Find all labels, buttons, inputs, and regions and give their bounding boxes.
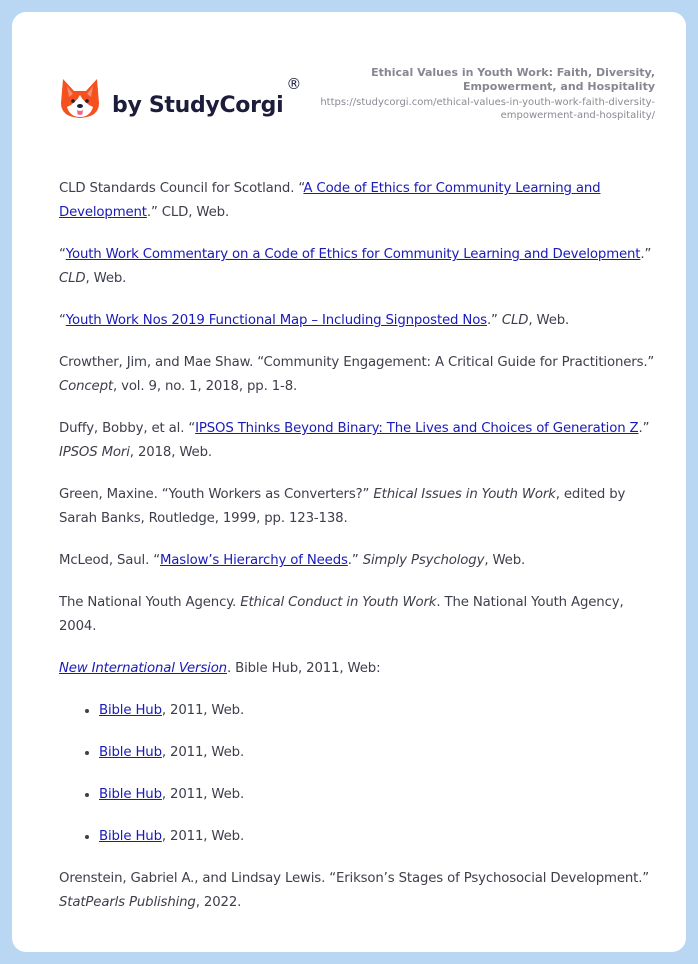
ref-text: , Web.: [85, 271, 127, 286]
ref-text: Green, Maxine. “Youth Workers as Converters?”: [59, 487, 374, 502]
ref-text: , 2011, Web.: [161, 703, 245, 718]
bible-hub-link[interactable]: Bible Hub: [99, 745, 162, 760]
reference-item: [59, 177, 659, 225]
document-meta: [315, 66, 655, 122]
ref-text: CLD Standards Council for Scotland. “: [59, 181, 304, 196]
ref-text: , 2011, Web.: [161, 787, 245, 802]
ref-text: , 2018, Web.: [129, 445, 212, 460]
document-url[interactable]: https://studycorgi.com/ethical-values-in-youth-work-faith-diversity-empowerment-and-hospitality/: [320, 97, 655, 121]
reference-item: [59, 549, 659, 573]
ref-text: . The National Youth Agency, 2004.: [59, 595, 624, 634]
reference-item: [59, 243, 659, 291]
registered-mark: ®: [286, 75, 302, 93]
ref-link[interactable]: Youth Work Nos 2019 Functional Map – Including Signposted Nos: [65, 313, 487, 328]
ref-text: .”: [486, 313, 502, 328]
document-title: Ethical Values in Youth Work: Faith, Diversity, Empowerment, and Hospitality: [371, 66, 655, 93]
reference-item: [59, 591, 659, 639]
ref-link[interactable]: [59, 661, 227, 676]
ref-text: , Web.: [484, 553, 526, 568]
bible-hub-link[interactable]: Bible Hub: [99, 787, 162, 802]
reference-item: [59, 483, 659, 531]
reference-list: [59, 177, 659, 933]
ref-link[interactable]: Youth Work Commentary on a Code of Ethics for Community Learning and Development: [65, 247, 641, 262]
ref-source: Ethical Issues in Youth Work: [373, 487, 556, 502]
ref-text: The National Youth Agency.: [59, 595, 241, 610]
ref-source: IPSOS Mori: [59, 445, 130, 460]
ref-text: , 2011, Web.: [161, 745, 245, 760]
ref-text: , Web.: [528, 313, 570, 328]
ref-link[interactable]: IPSOS Thinks Beyond Binary: The Lives and Choices of Generation Z: [195, 421, 639, 436]
ref-text: Crowther, Jim, and Mae Shaw. “Community Engagement: A Critical Guide for Practitioners.”: [59, 355, 655, 370]
ref-source: CLD: [501, 313, 529, 328]
ref-text: , edited by Sarah Banks, Routledge, 1999, pp. 123-138.: [59, 487, 626, 526]
ref-source: Concept: [59, 379, 113, 394]
ref-text: , 2022.: [195, 895, 242, 910]
studycorgi-logo[interactable]: [60, 77, 301, 119]
ref-text: Duffy, Bobby, et al. “: [59, 421, 196, 436]
reference-item: [59, 867, 659, 915]
ref-text: .”: [347, 553, 363, 568]
ref-source: Simply Psychology: [362, 553, 485, 568]
ref-text: McLeod, Saul. “: [59, 553, 160, 568]
reference-item: [59, 417, 659, 465]
reference-item: [59, 351, 659, 399]
ref-text: .”: [640, 247, 652, 262]
reference-item: [59, 657, 659, 681]
list-item: [99, 825, 659, 849]
ref-text: , vol. 9, no. 1, 2018, pp. 1-8.: [112, 379, 298, 394]
ref-text: .”: [638, 421, 650, 436]
list-item: [99, 783, 659, 807]
ref-text: “: [59, 313, 66, 328]
logo-text: by StudyCorgi: [112, 92, 284, 118]
corgi-icon: [60, 77, 100, 119]
ref-link[interactable]: Maslow’s Hierarchy of Needs: [159, 553, 348, 568]
ref-text: Orenstein, Gabriel A., and Lindsay Lewis. “Erikson’s Stages of Psychosocial Development.”: [59, 871, 650, 886]
ref-source: CLD: [59, 271, 86, 286]
ref-text: , 2011, Web.: [161, 829, 245, 844]
ref-source: StatPearls Publishing: [59, 895, 196, 910]
bible-hub-link[interactable]: Bible Hub: [99, 703, 162, 718]
bible-hub-link[interactable]: Bible Hub: [99, 829, 162, 844]
ref-link-text[interactable]: New International Version: [59, 661, 227, 676]
ref-text: “: [59, 247, 66, 262]
ref-text: .” CLD, Web.: [146, 205, 230, 220]
list-item: [99, 699, 659, 723]
list-item: [99, 741, 659, 765]
bible-link-list: [59, 699, 659, 849]
ref-text: . Bible Hub, 2011, Web:: [226, 661, 381, 676]
ref-link[interactable]: A Code of Ethics for Community Learning and Development: [59, 181, 601, 220]
reference-item: [59, 309, 659, 333]
ref-source: Ethical Conduct in Youth Work: [240, 595, 437, 610]
